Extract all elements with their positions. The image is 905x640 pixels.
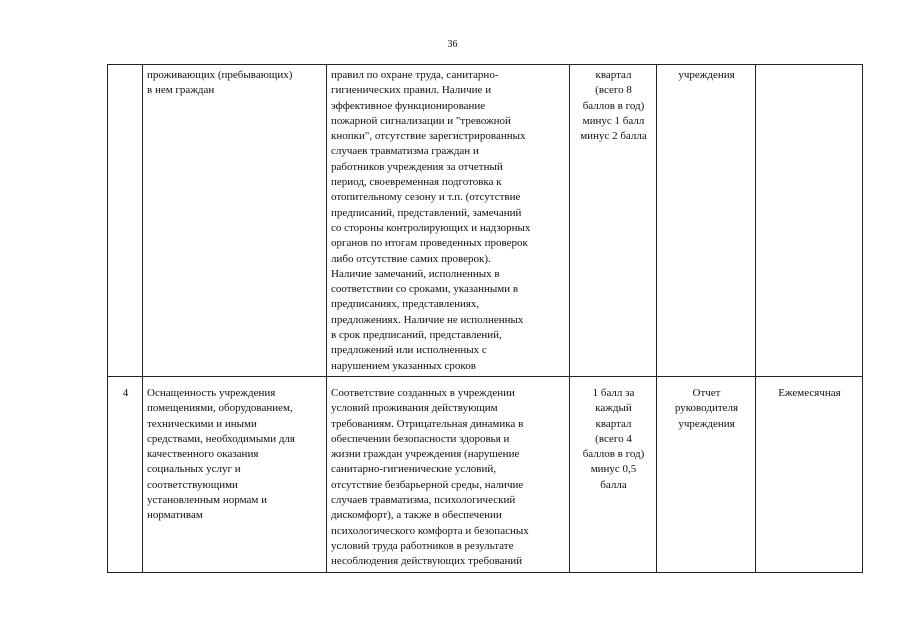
points-cell: 1 балл за каждый квартал (всего 4 баллов в год) минус 0,5 балла [570,376,657,572]
row-number-cell [108,65,143,377]
source-cell: Отчет руководителя учреждения [657,376,756,572]
indicator-cell: Оснащенность учреждения помещениями, оборудованием, техническими и иными средствами, необходимыми для качественного оказания социальных услуг и соответствующими установленным нормам и нормативам [143,376,327,572]
table-row [108,65,863,377]
criteria-cell: Соответствие созданных в учреждении условий проживания действующим требованиям. Отрицательная динамика в обеспечении безопасности здоровья и жизни граждан учреждения (нарушение санитарно-гигиенические условий, отсутствие безбарьерной среды, наличие случаев травматизма, психологический дискомфорт), а также в обеспечении психологического комфорта и безопасных условий труда работников в результате несоблюдения действующих требований [327,376,570,572]
page-number: 36 [447,39,458,50]
source-cell: учреждения [657,65,756,377]
period-cell [756,65,863,377]
points-cell: квартал (всего 8 баллов в год) минус 1 балл минус 2 балла [570,65,657,377]
indicator-cell: проживающих (пребывающих) в нем граждан [143,65,327,377]
period-cell: Ежемесячная [756,376,863,572]
criteria-cell: правил по охране труда, санитарно- гигиенических правил. Наличие и эффективное функционирование пожарной сигнализации и "тревожной кнопки", отсутствие зарегистрированных случаев травматизма граждан и работников учреждения за отчетный период, своевременная подготовка к отопительному сезону и т.п. (отсутствие предписаний, представлений, замечаний со стороны контролирующих и надзорных органов по итогам проведенных проверок либо отсутствие самих проверок). Наличие замечаний, исполненных в соответствии со сроками, указанными в предписаниях, представлениях, предложениях. Наличие не исполненных в срок предписаний, представлений, предложений или исполненных с нарушением указанных сроков [327,65,570,377]
criteria-table [107,64,863,573]
row-number-cell: 4 [108,376,143,572]
table-row [108,376,863,572]
